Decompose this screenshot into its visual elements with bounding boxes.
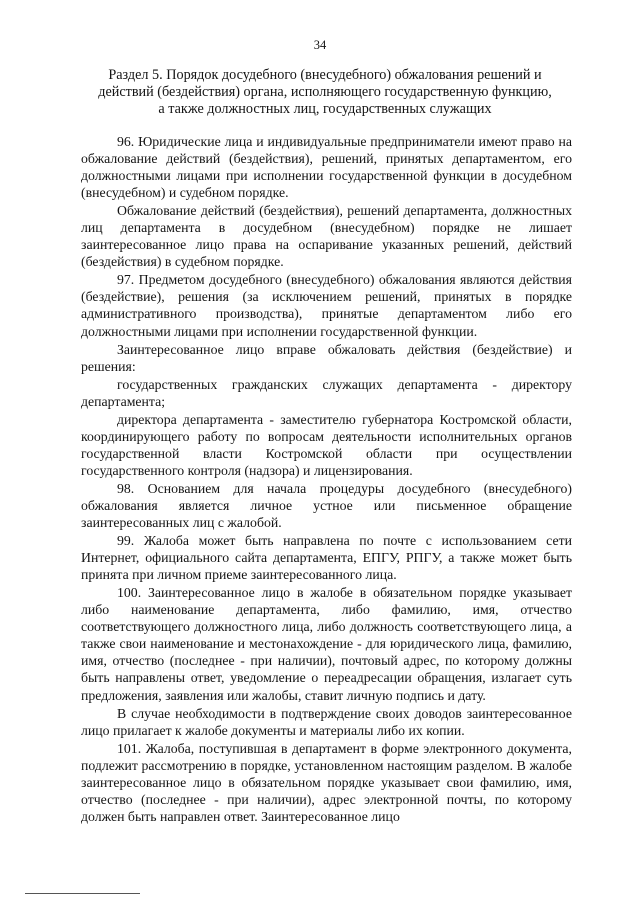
paragraph-director: директора департамента - заместителю губернатора Костромской области, координирующего работу по вопросам деятельности исполнительных органов государственной власти Костромской области при осуществлении государственного контроля (надзора) и лицензирования. [81, 411, 572, 478]
section-title-line: Раздел 5. Порядок досудебного (внесудебного) обжалования решений и [108, 67, 542, 83]
section-title [90, 67, 560, 118]
paragraph-99: 99. Жалоба может быть направлена по почте с использованием сети Интернет, официального сайта департамента, ЕПГУ, РПГУ, а также может быть принята при личном приеме заинтересованного лица. [81, 533, 572, 583]
paragraph-attachments: В случае необходимости в подтверждение своих доводов заинтересованное лицо прилагает к жалобе документы и материалы либо их копии. [81, 705, 572, 738]
page-number: 34 [313, 38, 327, 52]
paragraph-101: 101. Жалоба, поступившая в департамент в форме электронного документа, подлежит рассмотрению в порядке, установленном настоящим разделом. В жалобе заинтересованное лицо в обязательном порядке указывает свои фамилию, имя, отчество (последнее - при наличии), адрес электронной почты, по которому должен быть направлен ответ. Заинтересованное лицо [81, 740, 572, 824]
document-body [81, 133, 572, 825]
paragraph-98: 98. Основанием для начала процедуры досудебного (внесудебного) обжалования является личное устное или письменное обращение заинтересованных лиц с жалобой. [81, 480, 572, 531]
paragraph-civil-servants: государственных гражданских служащих департамента - директору департамента; [81, 376, 572, 409]
paragraph-96: 96. Юридические лица и индивидуальные предприниматели имеют право на обжалование действий (бездействия), решений, принятых департаментом, его должностными лицами при исполнении государственной функции в досудебном (внесудебном) и судебном порядке. [81, 134, 572, 201]
section-title-line: а также должностных лиц, государственных служащих [158, 101, 492, 117]
paragraph-appeal-rights: Обжалование действий (бездействия), решений департамента, должностных лиц департамента в досудебном (внесудебном) порядке не лишает заинтересованное лицо права на оспаривание указанных решений, действий (бездействия) в судебном порядке. [81, 203, 572, 270]
section-title-line: действий (бездействия) органа, исполняющего государственную функцию, [98, 84, 552, 100]
footnote-divider [25, 893, 140, 894]
paragraph-97: 97. Предметом досудебного (внесудебного) обжалования являются действия (бездействие), решения (за исключением решений, принятых в порядке административного производства), принятые департаментом либо его должностными лицами при исполнении государственной функции. [81, 272, 572, 339]
paragraph-100: 100. Заинтересованное лицо в жалобе в обязательном порядке указывает либо наименование департамента, либо фамилию, имя, отчество соответствующего должностного лица, либо должность соответствующего лица, а также свои наименование и местонахождение - для юридического лица, фамилию, имя, отчество (последнее - при наличии), почтовый адрес, по которому должны быть направлены ответ, уведомление о переадресации обращения, излагает суть предложения, заявления или жалобы, ставит личную подпись и дату. [81, 585, 572, 703]
paragraph-appeal-targets-intro: Заинтересованное лицо вправе обжаловать действия (бездействие) и решения: [81, 341, 572, 374]
